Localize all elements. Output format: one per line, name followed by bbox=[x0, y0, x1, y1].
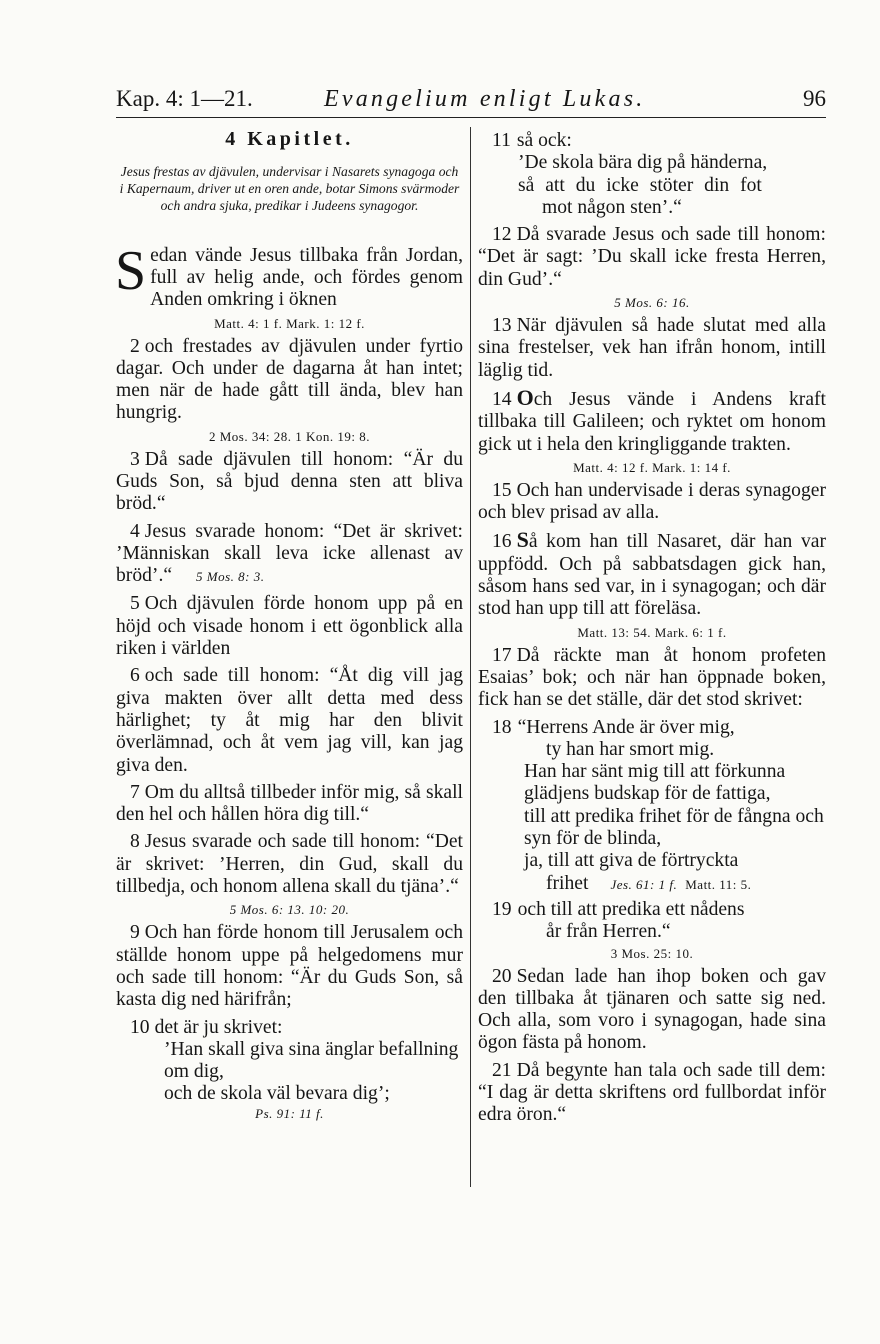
verse-21 bbox=[478, 1060, 826, 1127]
book-title: Evangelium enligt Lukas. bbox=[324, 86, 646, 112]
chapter-reference: Kap. 4: 1—21. bbox=[116, 86, 253, 111]
verse-9 bbox=[116, 922, 463, 1011]
verse-2 bbox=[116, 336, 463, 425]
section-initial: O bbox=[516, 384, 534, 410]
poem-line: ja, till att giva de förtryckta bbox=[524, 850, 739, 872]
verse-4 bbox=[116, 521, 463, 589]
cross-reference: Matt. 11: 5. bbox=[685, 876, 752, 892]
cross-reference: Ps. 91: 11 f. bbox=[255, 1105, 324, 1121]
verse-number: 17 bbox=[492, 644, 512, 666]
verse-text: så ock: bbox=[516, 130, 572, 151]
poem-line: så att du icke stöter din fot bbox=[518, 174, 762, 196]
cross-reference: 2 Mos. 34: 28. 1 Kon. 19: 8. bbox=[209, 428, 370, 444]
poem-line: glädjens budskap för de fattiga, bbox=[524, 783, 771, 805]
cross-reference: Jes. 61: 1 f. bbox=[610, 876, 678, 892]
poem-line: år från Herren.“ bbox=[546, 921, 671, 943]
chapter-title: 4 Kapitlet. bbox=[225, 128, 354, 150]
poem-line: Han har sänt mig till att förkunna bbox=[524, 761, 786, 783]
verse-text: Då svarade Jesus och sade till honom: “Det är sagt: ’Du skall icke fresta Herren, din Gud’.“ bbox=[478, 224, 826, 290]
verse-text: det är ju skrivet: bbox=[154, 1016, 283, 1038]
verse-11 bbox=[478, 130, 826, 152]
poem-line: frihet bbox=[546, 872, 589, 894]
verse-text: Sedan lade han ihop boken och gav den tillbaka åt tjänaren och satte sig ned. Och alla, som voro i synagogan, hade sina ögon fästa på honom. bbox=[478, 965, 826, 1054]
verse-text: Då räckte man åt honom profeten Esaias’ bok; och när han öppnade boken, fick han se det ställe, där det stod skrivet: bbox=[478, 644, 826, 711]
verse-number: 6 bbox=[130, 665, 140, 687]
verse-text: Om du alltså tillbeder inför mig, så skall den hel och hållen höra dig till.“ bbox=[116, 781, 463, 826]
poem-line: och de skola väl bevara dig’; bbox=[164, 1083, 390, 1105]
cross-reference: 3 Mos. 25: 10. bbox=[610, 945, 694, 961]
verse-number: 7 bbox=[130, 781, 140, 803]
verse-5 bbox=[116, 593, 463, 660]
verse-text: Och djävulen förde honom upp på en höjd och visade honom i ett ögonblick alla riken i världen bbox=[116, 593, 463, 660]
section-initial: S bbox=[516, 527, 529, 553]
verse-number: 5 bbox=[130, 593, 140, 615]
verse-number: 2 bbox=[130, 335, 140, 357]
verse-number: 15 bbox=[492, 479, 512, 501]
verse-text: ch Jesus vände i Andens kraft tillbaka till Galileen; och ryktet om honom gick ut i hela den kringliggande trakten. bbox=[478, 388, 826, 455]
verse-text: edan vände Jesus tillbaka från Jordan, full av helig ande, och fördes genom Anden omkring i öknen bbox=[150, 244, 463, 311]
verse-number: 18 bbox=[492, 716, 512, 738]
running-header bbox=[116, 86, 826, 120]
verse-18 bbox=[478, 717, 826, 896]
cross-reference: Matt. 4: 12 f. Mark. 1: 14 f. bbox=[573, 459, 731, 475]
verse-number: 20 bbox=[492, 965, 512, 987]
poem-line: “Herrens Ande är över mig, bbox=[517, 716, 735, 738]
poem-line: mot någon sten’.“ bbox=[542, 196, 682, 218]
verse-13 bbox=[478, 315, 826, 382]
verse-text: När djävulen så hade slutat med alla sina frestelser, vek han ifrån honom, intill läglig tid. bbox=[478, 315, 826, 381]
verse-6 bbox=[116, 665, 463, 776]
verse-number: 12 bbox=[492, 224, 512, 246]
verse-1 bbox=[115, 239, 463, 312]
verse-number: 21 bbox=[492, 1059, 512, 1081]
verse-20 bbox=[478, 966, 826, 1055]
header-rule bbox=[116, 117, 826, 118]
verse-15 bbox=[478, 480, 826, 525]
verse-19 bbox=[478, 899, 826, 961]
verse-7 bbox=[116, 782, 463, 827]
left-column bbox=[116, 124, 463, 1126]
right-column bbox=[478, 130, 826, 1132]
verse-text: Jesus svarade honom: “Det är skrivet: ’Människan skall leva icke allenast av bröd’.“ bbox=[116, 520, 463, 587]
poem-line: ’Han skall giva sina änglar befallning om dig, bbox=[164, 1038, 459, 1083]
verse-text: å kom han till Nasaret, där han var uppfödd. Och på sabbatsdagen gick han, såsom hans sed var, in i synagogan; och där stod han upp till att föreläsa. bbox=[478, 531, 826, 620]
chapter-summary: Jesus frestas av djävulen, undervisar i Nasarets synagoga och i Kapernaum, driver ut en oren ande, botar Simons svärmoder och andra sjuka, predikar i Judeens synagogor. bbox=[119, 164, 460, 214]
verse-text: Och han förde honom till Jerusalem och ställde honom uppe på helgedomens mur och sade till honom: “Är du Guds Son, så kasta dig ned härifrån; bbox=[116, 922, 463, 1011]
verse-10 bbox=[116, 1017, 463, 1039]
verse-text: och sade till honom: “Åt dig vill jag giva makten över allt detta med dess härlighet; ty åt mig har den blivit överlämnad, och åt vem jag vill, kan jag giva den. bbox=[116, 665, 463, 776]
column-divider bbox=[470, 127, 471, 1187]
verse-number: 11 bbox=[492, 130, 511, 151]
verse-number: 3 bbox=[130, 448, 140, 470]
cross-reference: 5 Mos. 6: 13. 10: 20. bbox=[229, 902, 350, 918]
verse-16 bbox=[478, 529, 826, 620]
page-number: 96 bbox=[803, 86, 826, 111]
poem-line: till att predika frihet för de fångna och syn för de blinda, bbox=[524, 805, 824, 850]
cross-reference: 5 Mos. 6: 16. bbox=[614, 295, 690, 311]
verse-number: 13 bbox=[492, 315, 512, 337]
cross-reference: Matt. 13: 54. Mark. 6: 1 f. bbox=[577, 624, 727, 640]
verse-number: 10 bbox=[130, 1016, 150, 1038]
verse-14 bbox=[478, 384, 826, 456]
poem-line: ’De skola bära dig på händerna, bbox=[518, 152, 768, 174]
poem-line: ty han har smort mig. bbox=[546, 738, 715, 760]
verse-text: Jesus svarade och sade till honom: “Det är skrivet: ’Herren, din Gud, skall du tillbedja, och honom allena skall du tjäna’.“ bbox=[116, 831, 463, 898]
verse-number: 16 bbox=[492, 531, 512, 553]
drop-cap: S bbox=[115, 239, 147, 302]
verse-number: 4 bbox=[130, 520, 140, 542]
verse-number: 19 bbox=[492, 898, 512, 920]
verse-3 bbox=[116, 449, 463, 516]
verse-text: och frestades av djävulen under fyrtio dagar. Och under de dagarna åt han intet; men när de hade gått till ända, blev han hungrig. bbox=[116, 335, 463, 424]
cross-reference: 5 Mos. 8: 3. bbox=[196, 569, 265, 585]
verse-number: 9 bbox=[130, 922, 140, 944]
poem-line: och till att predika ett nådens bbox=[517, 898, 745, 920]
verse-text: Då begynte han tala och sade till dem: “I dag är detta skriftens ord fullbordat inför edra öron.“ bbox=[478, 1059, 826, 1126]
verse-number: 8 bbox=[130, 831, 140, 853]
verse-8 bbox=[116, 831, 463, 898]
verse-12 bbox=[478, 224, 826, 291]
verse-text: Då sade djävulen till honom: “Är du Guds Son, så bjud denna sten att bliva bröd.“ bbox=[116, 448, 463, 515]
verse-text: Och han undervisade i deras synagoger och blev prisad av alla. bbox=[478, 479, 826, 524]
verse-17 bbox=[478, 645, 826, 712]
cross-reference: Matt. 4: 1 f. Mark. 1: 12 f. bbox=[214, 315, 365, 331]
verse-number: 14 bbox=[492, 388, 512, 410]
